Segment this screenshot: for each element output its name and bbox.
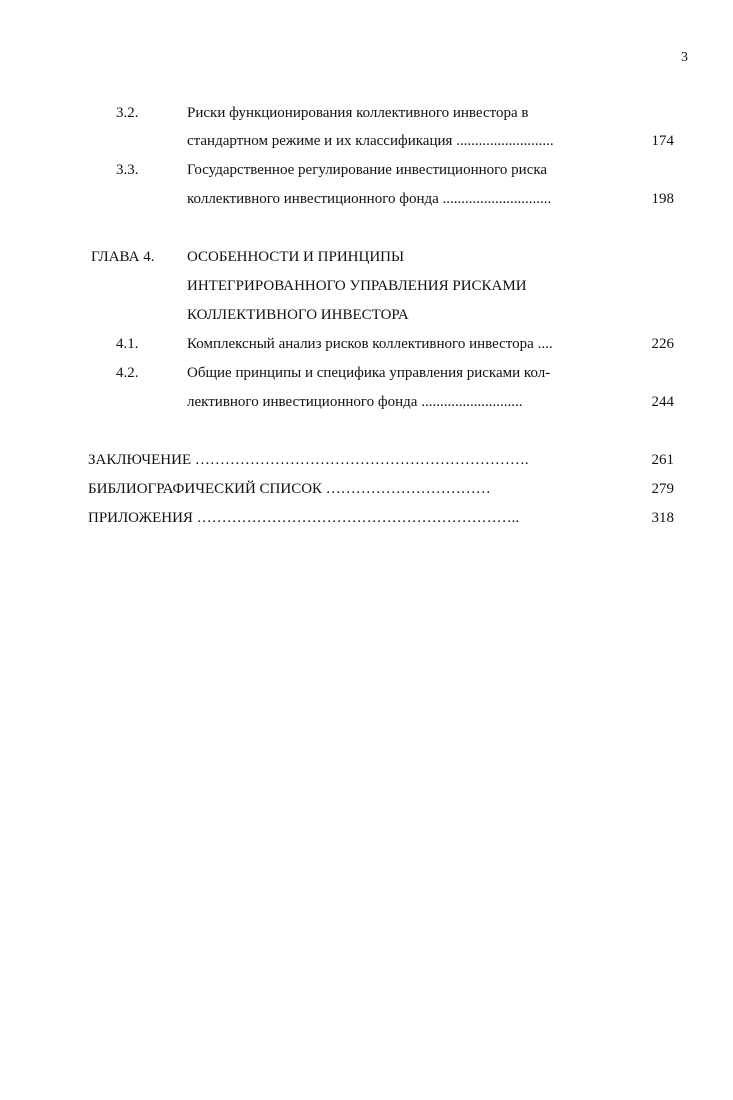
page-ref: 226 bbox=[651, 336, 674, 352]
page-number: 3 bbox=[681, 50, 688, 65]
section-title-line-1: Общие принципы и специфика управления рисками кол- bbox=[187, 365, 551, 381]
page-ref: 174 bbox=[651, 133, 674, 149]
section-number: 3.3. bbox=[116, 162, 139, 178]
chapter-title-line-2: ИНТЕГРИРОВАННОГО УПРАВЛЕНИЯ РИСКАМИ bbox=[187, 278, 527, 294]
section-number: 4.2. bbox=[116, 365, 139, 381]
page-ref: 279 bbox=[651, 481, 674, 497]
entry-title: БИБЛИОГРАФИЧЕСКИЙ СПИСОК …………………………… bbox=[88, 481, 491, 497]
section-number: 4.1. bbox=[116, 336, 139, 352]
section-title-line-2: лективного инвестиционного фонда ........................... bbox=[187, 394, 523, 410]
section-number: 3.2. bbox=[116, 105, 139, 121]
chapter-number: ГЛАВА 4. bbox=[91, 249, 155, 265]
page-ref: 198 bbox=[651, 191, 674, 207]
entry-title: ЗАКЛЮЧЕНИЕ …………………………………………………………. bbox=[88, 452, 529, 468]
section-title-line-1: Риски функционирования коллективного инвестора в bbox=[187, 105, 529, 121]
section-title-line-2: коллективного инвестиционного фонда ............................. bbox=[187, 191, 552, 207]
page-ref: 261 bbox=[651, 452, 674, 468]
section-title-line-1: Государственное регулирование инвестиционного риска bbox=[187, 162, 548, 178]
chapter-title-line-1: ОСОБЕННОСТИ И ПРИНЦИПЫ bbox=[187, 249, 405, 265]
page-ref: 318 bbox=[651, 510, 674, 526]
chapter-title-line-3: КОЛЛЕКТИВНОГО ИНВЕСТОРА bbox=[187, 307, 409, 323]
section-title-line-2: стандартном режиме и их классификация .......................... bbox=[187, 133, 554, 149]
page-ref: 244 bbox=[651, 394, 674, 410]
entry-title: ПРИЛОЖЕНИЯ ……………………………………………………….. bbox=[88, 510, 520, 526]
section-title-line-1: Комплексный анализ рисков коллективного инвестора .... bbox=[187, 336, 553, 352]
